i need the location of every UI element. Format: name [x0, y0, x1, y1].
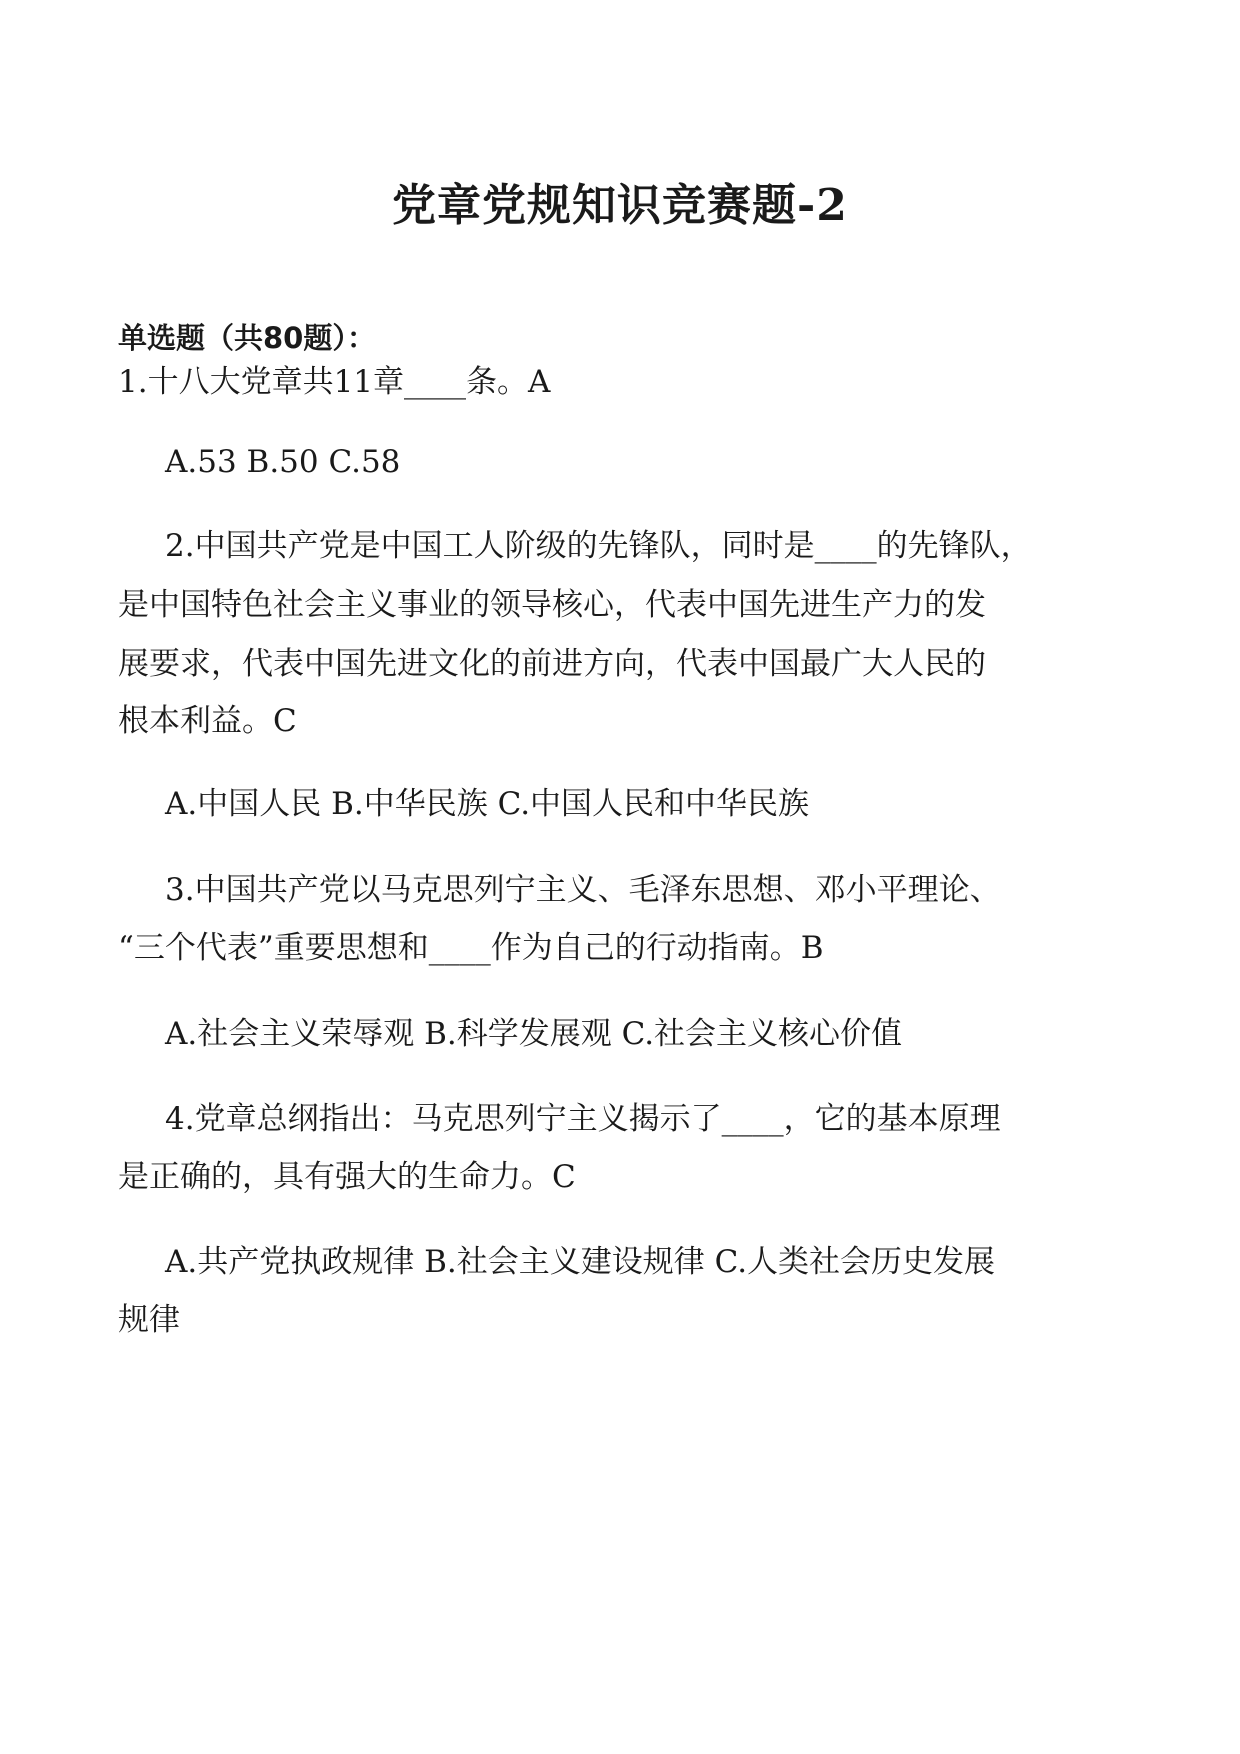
question-4-options-line-1: A.共产党执政规律 B.社会主义建设规律 C.人类社会历史发展	[165, 1244, 996, 1280]
question-2-text-line-4: 根本利益。C	[118, 703, 297, 739]
question-2-options: A.中国人民 B.中华民族 C.中国人民和中华民族	[165, 786, 810, 822]
question-1-text: 1.十八大党章共11章____条。A	[118, 364, 551, 400]
question-3-options: A.社会主义荣辱观 B.科学发展观 C.社会主义核心价值	[165, 1016, 903, 1052]
section-heading: 单选题（共80题）：	[118, 321, 376, 355]
question-4-text-line-2: 是正确的，具有强大的生命力。C	[118, 1159, 576, 1195]
document-title: 党章党规知识竞赛题-2	[392, 180, 848, 231]
question-4-options-line-2: 规律	[118, 1302, 180, 1338]
question-4-text-line-1: 4.党章总纲指出：马克思列宁主义揭示了____，它的基本原理	[165, 1101, 1001, 1137]
question-2-text-line-3: 展要求，代表中国先进文化的前进方向，代表中国最广大人民的	[118, 646, 986, 682]
question-3-text-line-2: “三个代表”重要思想和____作为自己的行动指南。B	[118, 930, 824, 966]
question-1-options: A.53 B.50 C.58	[165, 444, 401, 480]
question-2-text-line-2: 是中国特色社会主义事业的领导核心，代表中国先进生产力的发	[118, 587, 986, 623]
question-3-text-line-1: 3.中国共产党以马克思列宁主义、毛泽东思想、邓小平理论、	[165, 872, 1001, 908]
question-2-text-line-1: 2.中国共产党是中国工人阶级的先锋队，同时是____的先锋队，	[165, 528, 1032, 564]
